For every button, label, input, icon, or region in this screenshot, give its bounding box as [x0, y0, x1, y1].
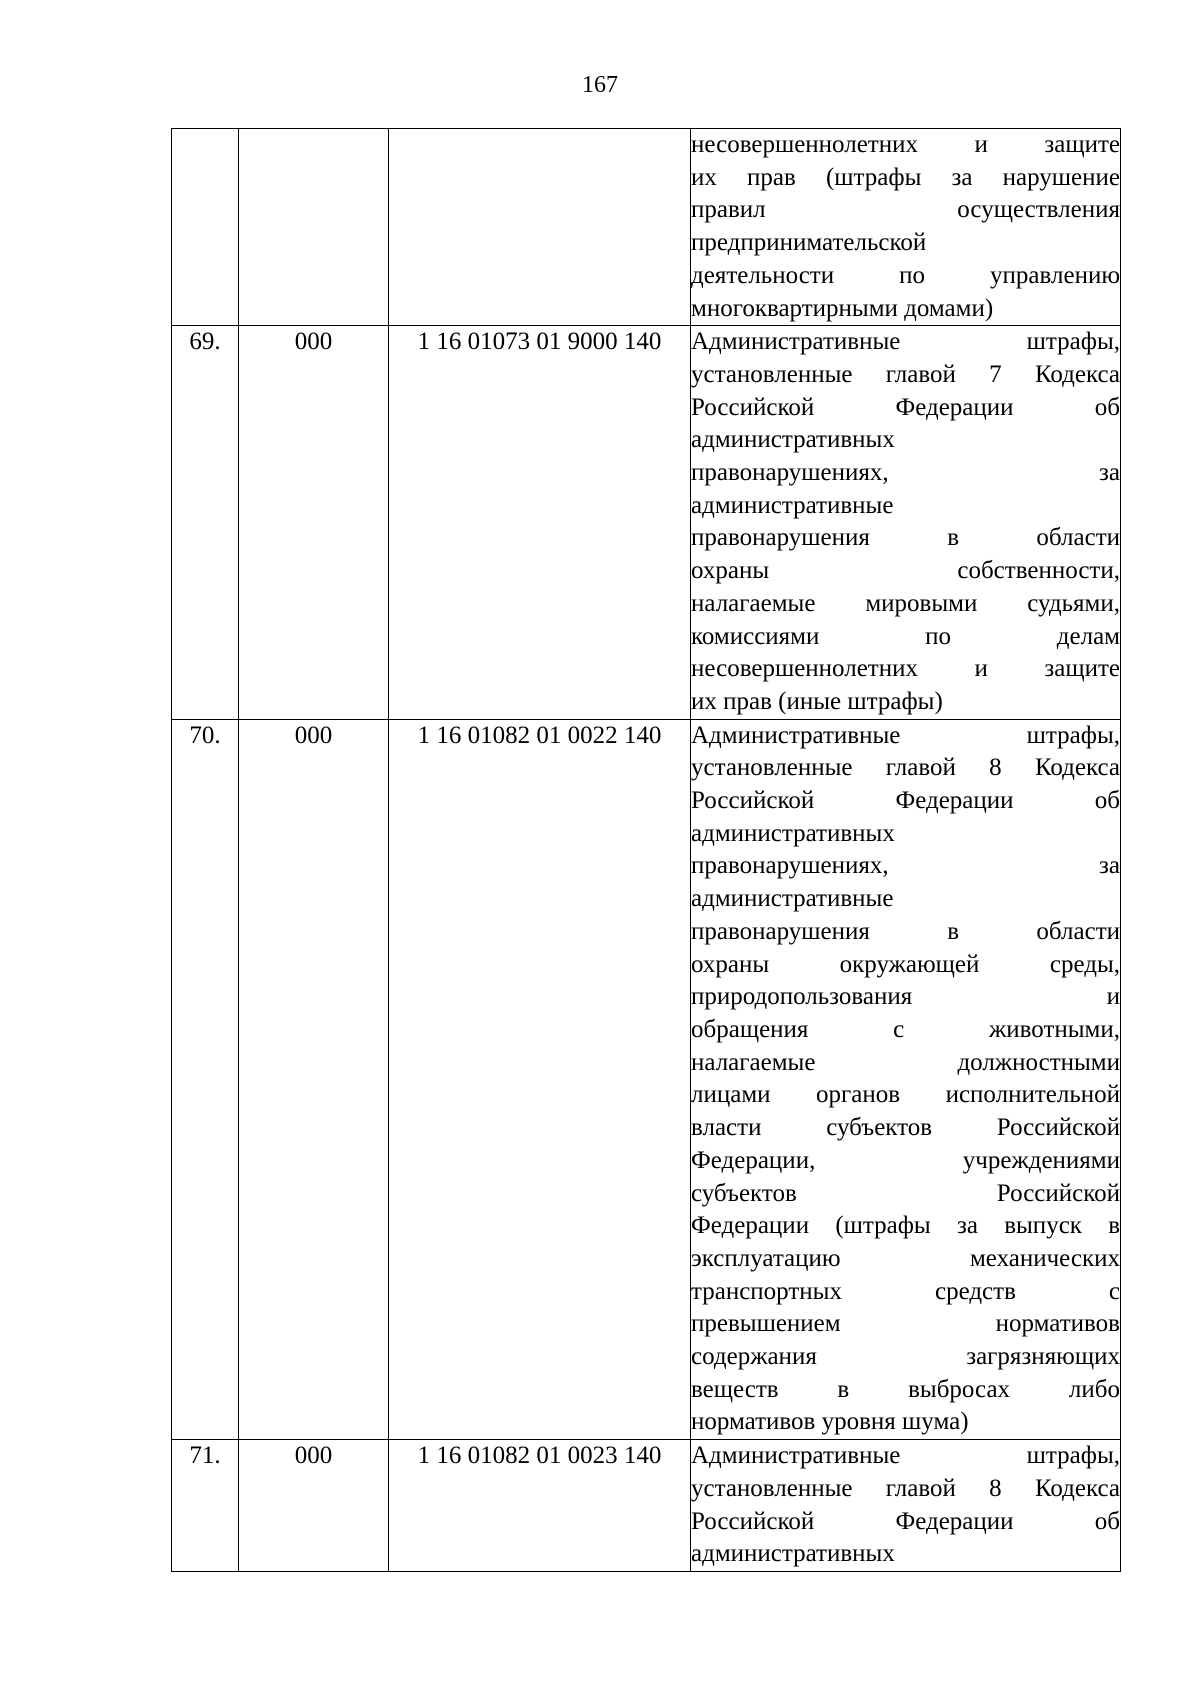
- description-line: административных: [691, 426, 895, 454]
- description-line: власти субъектов Российской: [691, 1114, 1120, 1142]
- description-line: веществ в выбросах либо: [691, 1375, 1120, 1403]
- description-line: охраны окружающей среды,: [691, 950, 1120, 978]
- description-line: Российской Федерации об: [691, 1507, 1120, 1535]
- description-line: предпринимательской: [691, 229, 927, 257]
- description-line: субъектов Российской: [691, 1179, 1120, 1207]
- description-line: несовершеннолетних и защите: [691, 131, 1120, 158]
- description-cell: [691, 1440, 1121, 1572]
- page-number: 167: [582, 72, 618, 98]
- budget-classification-code-cell: 1 16 01073 01 9000 140: [389, 326, 691, 719]
- description-line: лицами органов исполнительной: [691, 1081, 1120, 1109]
- description-line: многоквартирными домами): [691, 294, 994, 322]
- description-line: эксплуатацию механических: [691, 1244, 1120, 1272]
- description-line: Федерации (штрафы за выпуск в: [691, 1212, 1120, 1240]
- budget-codes-table: [171, 128, 1121, 1572]
- description-line: правонарушения в области: [691, 524, 1120, 552]
- description-line: установленные главой 8 Кодекса: [691, 1474, 1120, 1502]
- administrator-code-cell: 000: [239, 326, 389, 719]
- description-line: охраны собственности,: [691, 557, 1120, 585]
- administrator-code-cell: 000: [239, 719, 389, 1439]
- description-line: налагаемые должностными: [691, 1048, 1120, 1076]
- description-line: Административные штрафы,: [691, 328, 1120, 356]
- description-cell: [691, 129, 1121, 326]
- table-row: [172, 326, 1121, 719]
- description-cell: [691, 326, 1121, 719]
- table-row: [172, 719, 1121, 1439]
- description-line: их прав (штрафы за нарушение: [691, 163, 1120, 191]
- budget-classification-code-cell: 1 16 01082 01 0023 140: [389, 1440, 691, 1572]
- description-line: несовершеннолетних и защите: [691, 655, 1120, 683]
- description-line: административные: [691, 491, 894, 519]
- table-row: [172, 129, 1121, 326]
- row-number-cell: 70.: [172, 719, 239, 1439]
- description-line: установленные главой 8 Кодекса: [691, 754, 1120, 782]
- administrator-code-cell: 000: [239, 1440, 389, 1572]
- description-line: превышением нормативов: [691, 1310, 1120, 1338]
- description-cell: [691, 719, 1121, 1439]
- description-line: содержания загрязняющих: [691, 1343, 1120, 1371]
- description-line: правонарушения в области: [691, 917, 1120, 945]
- description-line: налагаемые мировыми судьями,: [691, 589, 1120, 617]
- budget-classification-code-cell: [389, 129, 691, 326]
- description-line: нормативов уровня шума): [691, 1408, 969, 1436]
- description-line: Административные штрафы,: [691, 1442, 1120, 1470]
- table-row: [172, 1440, 1121, 1572]
- description-line: деятельности по управлению: [691, 261, 1120, 289]
- description-line: установленные главой 7 Кодекса: [691, 360, 1120, 388]
- description-line: Федерации, учреждениями: [691, 1146, 1120, 1174]
- description-line: административные: [691, 885, 894, 913]
- row-number-cell: 69.: [172, 326, 239, 719]
- description-line: природопользования и: [691, 983, 1120, 1011]
- description-line: Российской Федерации об: [691, 393, 1120, 421]
- description-line: правонарушениях, за: [691, 459, 1120, 487]
- description-line: Российской Федерации об: [691, 787, 1120, 815]
- description-line: административных: [691, 819, 895, 847]
- description-line: правонарушениях, за: [691, 852, 1120, 880]
- administrator-code-cell: [239, 129, 389, 326]
- row-number-cell: 71.: [172, 1440, 239, 1572]
- budget-classification-code-cell: 1 16 01082 01 0022 140: [389, 719, 691, 1439]
- description-line: обращения с животными,: [691, 1015, 1120, 1043]
- description-line: Административные штрафы,: [691, 721, 1120, 749]
- description-line: правил осуществления: [691, 196, 1120, 224]
- description-line: их прав (иные штрафы): [691, 687, 943, 715]
- description-line: транспортных средств с: [691, 1277, 1120, 1305]
- row-number-cell: [172, 129, 239, 326]
- description-line: комиссиями по делам: [691, 622, 1120, 650]
- description-line: административных: [691, 1540, 895, 1568]
